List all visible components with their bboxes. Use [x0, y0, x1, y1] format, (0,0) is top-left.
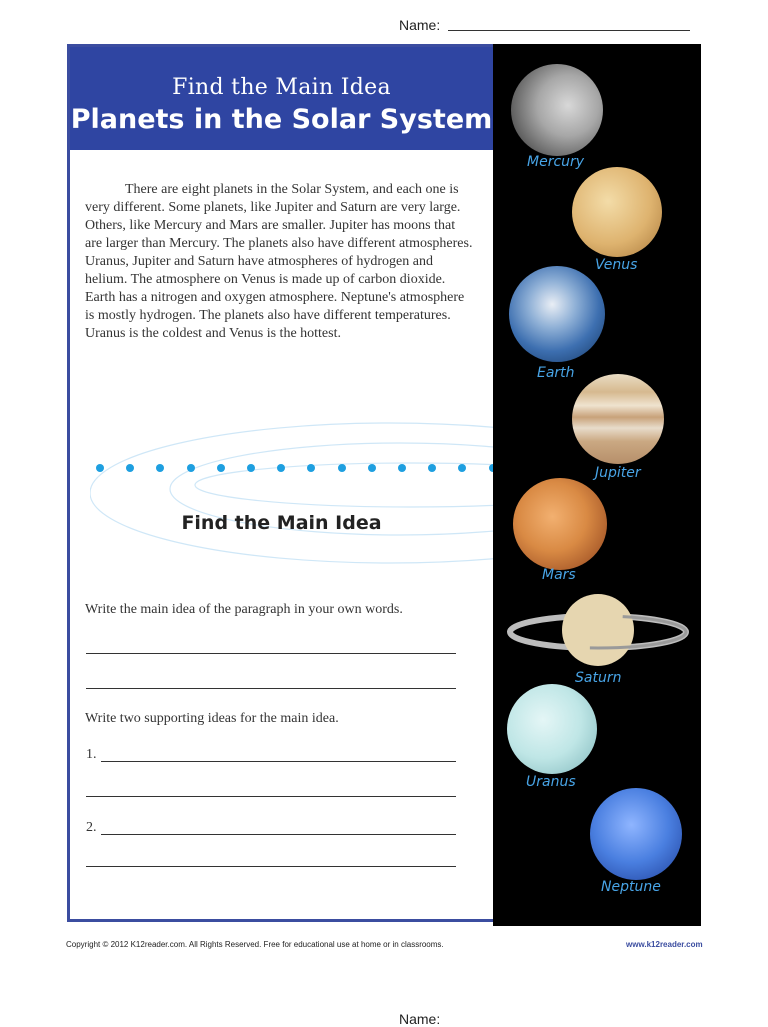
header-title: Planets in the Solar System [70, 104, 493, 135]
supporting-idea-1-line[interactable] [101, 761, 456, 762]
footer-copyright: Copyright © 2012 K12reader.com. All Rights Reserved. Free for educational use at home or in classrooms. [66, 940, 444, 949]
supporting-idea-2-line[interactable] [101, 834, 456, 835]
name-underline [448, 29, 690, 31]
planet-label-saturn: Saturn [575, 670, 622, 686]
planet-label-mercury: Mercury [527, 154, 585, 170]
name-field[interactable] [399, 17, 690, 33]
section-title: Find the Main Idea [181, 512, 382, 534]
planet-panel [493, 44, 701, 926]
reading-passage: There are eight planets in the Solar System, and each one is very different. Some planets, like Jupiter and Saturn are very large. Others, like Mercury and Mars are smaller. Jupiter has moons that are larger than Mercury. The planets also have different atmospheres. Uranus, Jupiter and Saturn have atmospheres of hydrogen and helium. The atmosphere on Venus is made up of carbon dioxide. Earth has a nitrogen and oxygen atmosphere. Neptune's atmosphere is mostly hydrogen. The planets also have different temperatures. Uranus is the coldest and Venus is the hottest. [85, 182, 473, 341]
mercury-image [511, 64, 603, 156]
planet-label-neptune: Neptune [601, 879, 661, 895]
worksheet-header [70, 47, 493, 150]
earth-image [509, 266, 605, 362]
neptune-image [590, 788, 682, 880]
planet-label-jupiter: Jupiter [595, 465, 641, 481]
divider-dot [368, 464, 376, 472]
next-page-name-label: Name: [399, 1011, 441, 1027]
answer-line-4[interactable] [86, 866, 456, 867]
planet-label-venus: Venus [595, 257, 638, 273]
planet-label-mars: Mars [542, 567, 576, 583]
number-label-2: 2. [86, 820, 97, 835]
worksheet-frame [67, 44, 493, 922]
planet-label-earth: Earth [537, 365, 575, 381]
uranus-image [507, 684, 597, 774]
divider-dot [398, 464, 406, 472]
prompt-supporting-ideas: Write two supporting ideas for the main idea. [85, 711, 339, 726]
answer-line-3[interactable] [86, 796, 456, 797]
divider-dot [187, 464, 195, 472]
footer-site-link[interactable]: www.k12reader.com [626, 940, 703, 949]
answer-line-1[interactable] [86, 653, 456, 654]
saturn-image [507, 592, 689, 672]
divider-dot [217, 464, 225, 472]
prompt-main-idea: Write the main idea of the paragraph in your own words. [85, 602, 403, 617]
supporting-idea-1[interactable] [86, 747, 97, 763]
supporting-idea-2[interactable] [86, 820, 97, 836]
orbit-decoration [90, 415, 493, 585]
planet-label-uranus: Uranus [526, 774, 576, 790]
divider-dot [338, 464, 346, 472]
name-label: Name: [399, 17, 441, 33]
header-subtitle: Find the Main Idea [172, 75, 391, 100]
divider-dot [96, 464, 104, 472]
venus-image [572, 167, 662, 257]
mars-image [513, 478, 607, 570]
divider-dot [247, 464, 255, 472]
jupiter-image [572, 374, 664, 464]
number-label-1: 1. [86, 747, 97, 762]
answer-line-2[interactable] [86, 688, 456, 689]
